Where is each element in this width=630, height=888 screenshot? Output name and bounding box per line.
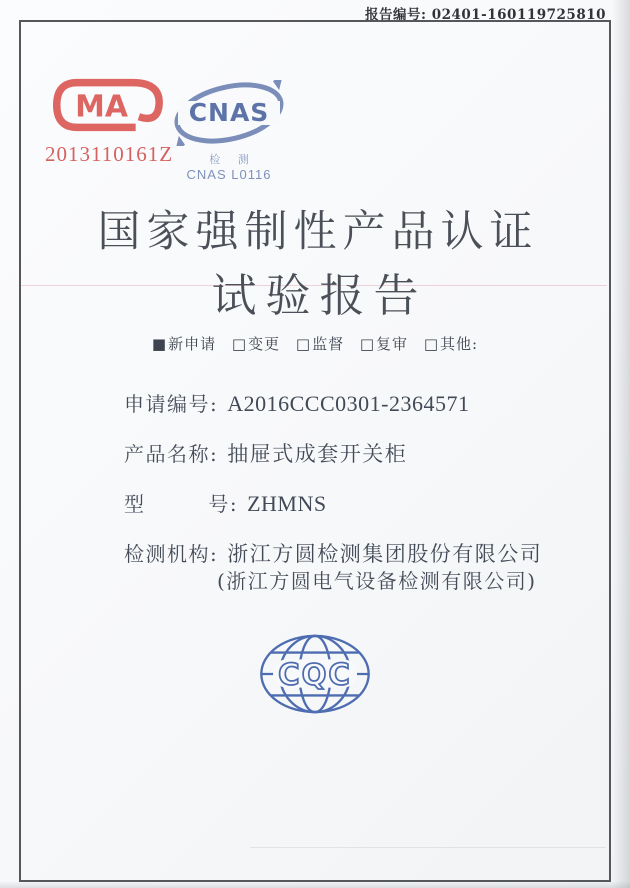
title-line-1: 国家强制性产品认证 (97, 207, 539, 257)
checkbox-label: 变更 (248, 335, 281, 353)
checkbox-change (232, 335, 280, 353)
field-label: 检测机构: (124, 542, 219, 566)
scan-edge-shadow (0, 881, 630, 888)
checkbox-label: 其他: (440, 335, 479, 353)
cnas-stamp (166, 80, 292, 182)
unchecked-box-icon: □ (295, 335, 312, 353)
cqc-globe-icon (256, 633, 374, 715)
svg-text:CQC: CQC (278, 657, 352, 692)
unchecked-box-icon: □ (231, 335, 248, 353)
field-value: 抽屉式成套开关柜 (227, 442, 408, 466)
field-label: 产品名称: (124, 442, 219, 466)
field-product-name (124, 438, 407, 468)
checked-box-icon: ■ (151, 335, 168, 353)
field-model (124, 488, 327, 517)
cnas-accreditation-code: CNAS L0116 (186, 167, 272, 182)
scan-artifact-line (250, 847, 606, 848)
report-number-value: 02401-160119725810 (431, 7, 606, 23)
field-label: 型 号: (124, 492, 239, 516)
unchecked-box-icon: □ (423, 335, 440, 353)
field-value: ZHMNS (247, 491, 327, 516)
cnas-mark-icon (169, 80, 289, 146)
field-testing-organization (124, 538, 542, 568)
svg-text:MA: MA (75, 89, 128, 125)
checkbox-supervision (296, 335, 344, 353)
cma-cert-number: 2013110161Z (44, 142, 174, 166)
cma-stamp (34, 74, 184, 167)
checkbox-review (360, 335, 408, 353)
checkbox-label: 新申请 (168, 335, 217, 353)
field-testing-organization-alt: (浙江方圆电气设备检测有限公司) (217, 569, 537, 593)
svg-text:CNAS: CNAS (188, 98, 270, 127)
document-title (0, 206, 630, 325)
title-line-2: 试验报告 (211, 268, 428, 322)
unchecked-box-icon: □ (359, 335, 376, 353)
checkbox-label: 监督 (312, 335, 345, 353)
checkbox-label: 复审 (376, 335, 409, 353)
cqc-stamp (0, 633, 630, 719)
field-value: 浙江方圆检测集团股份有限公司 (227, 542, 543, 566)
cnas-caption-cn: 检 测 (209, 153, 256, 166)
application-type-row (0, 333, 630, 354)
cma-mark-icon (45, 74, 173, 136)
checkbox-new-application (152, 335, 216, 353)
scan-edge-shadow (612, 0, 630, 888)
field-value: A2016CCC0301-2364571 (227, 391, 470, 416)
checkbox-other (424, 335, 478, 353)
report-number-label: 报告编号: (365, 7, 427, 23)
field-label: 申请编号: (124, 392, 219, 416)
field-application-number (124, 388, 470, 417)
